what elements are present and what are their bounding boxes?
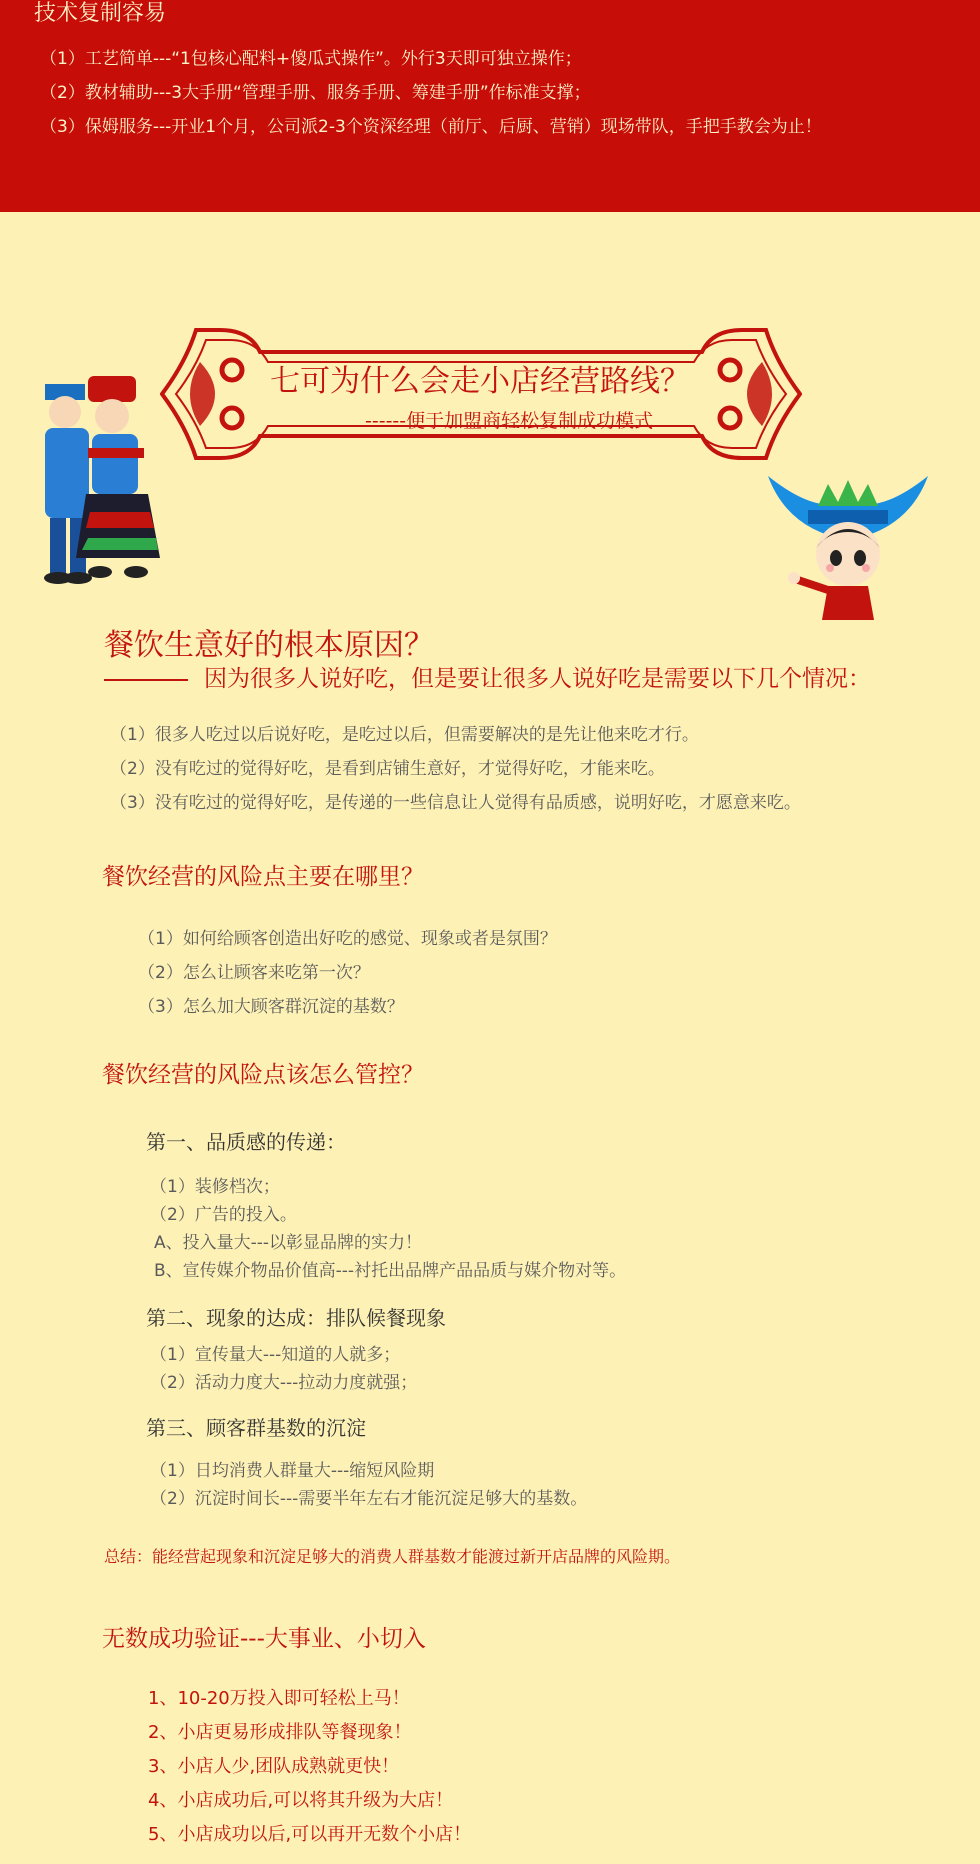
section3-part1-item-1: （1）装修档次； — [150, 1177, 280, 1197]
section3-part1-item-3: A、投入量大---以彰显品牌的实力！ — [154, 1233, 423, 1253]
section3-part1-item-4: B、宣传媒介物品价值高---衬托出品牌产品品质与媒介物对等。 — [154, 1261, 627, 1281]
section2-heading: 餐饮经营的风险点主要在哪里？ — [102, 864, 424, 890]
section3-part1-item-2: （2）广告的投入。 — [150, 1205, 297, 1225]
section1-subheading-text: 因为很多人说好吃，但是要让很多人说好吃是需要以下几个情况： — [204, 666, 871, 692]
section4-item-5: 5、小店成功以后,可以再开无数个小店！ — [148, 1824, 472, 1845]
section4-heading: 无数成功验证---大事业、小切入 — [102, 1626, 426, 1652]
section3-heading: 餐饮经营的风险点该怎么管控？ — [102, 1062, 424, 1088]
banner-subtitle: ------便于加盟商轻松复制成功模式 — [365, 410, 654, 432]
banner-title: 七可为什么会走小店经营路线？ — [270, 364, 690, 399]
section2-item-2: （2）怎么让顾客来吃第一次？ — [138, 963, 370, 983]
couple-illustration — [30, 372, 180, 592]
section2-item-1: （1）如何给顾客创造出好吃的感觉、现象或者是氛围？ — [138, 929, 557, 949]
section1-item-1: （1）很多人吃过以后说好吃，是吃过以后，但需要解决的是先让他来吃才行。 — [110, 725, 699, 745]
top-line-2: （2）教材辅助---3大手册“管理手册、服务手册、筹建手册”作标准支撑； — [40, 83, 591, 103]
section1-item-2: （2）没有吃过的觉得好吃，是看到店铺生意好，才觉得好吃，才能来吃。 — [110, 759, 665, 779]
section3-part3-item-1: （1）日均消费人群量大---缩短风险期 — [150, 1461, 435, 1481]
section4-item-1: 1、10-20万投入即可轻松上马！ — [148, 1688, 410, 1709]
section1-heading: 餐饮生意好的根本原因？ — [104, 628, 434, 663]
section3-part2-title: 第二、现象的达成：排队候餐现象 — [146, 1306, 446, 1330]
section3-part2-item-2: （2）活动力度大---拉动力度就强； — [150, 1373, 418, 1393]
section3-part2-item-1: （1）宣传量大---知道的人就多； — [150, 1345, 401, 1365]
section4-item-4: 4、小店成功后,可以将其升级为大店！ — [148, 1790, 454, 1811]
section2-item-3: （3）怎么加大顾客群沉淀的基数？ — [138, 997, 404, 1017]
top-banner-band — [0, 0, 980, 212]
section3-part1-title: 第一、品质感的传递： — [146, 1130, 346, 1154]
section3-summary: 总结：能经营起现象和沉淀足够大的消费人群基数才能渡过新开店品牌的风险期。 — [104, 1547, 681, 1566]
section3-part3-title: 第三、顾客群基数的沉淀 — [146, 1416, 366, 1440]
section1-subheading — [104, 660, 871, 693]
section3-part3-item-2: （2）沉淀时间长---需要半年左右才能沉淀足够大的基数。 — [150, 1489, 588, 1509]
child-mascot-illustration — [758, 470, 938, 620]
top-title: 技术复制容易 — [34, 1, 167, 26]
top-line-3: （3）保姆服务---开业1个月，公司派2-3个资深经理（前厅、后厨、营销）现场带队，手把手教会为止！ — [40, 117, 822, 137]
section4-item-2: 2、小店更易形成排队等餐现象！ — [148, 1722, 412, 1743]
section4-item-3: 3、小店人少,团队成熟就更快！ — [148, 1756, 400, 1777]
section1-item-3: （3）没有吃过的觉得好吃，是传递的一些信息让人觉得有品质感，说明好吃，才愿意来吃。 — [110, 793, 801, 813]
top-line-1: （1）工艺简单---“1包核心配料+傻瓜式操作”。外行3天即可独立操作； — [40, 49, 582, 69]
heading-dash-divider — [104, 679, 188, 681]
